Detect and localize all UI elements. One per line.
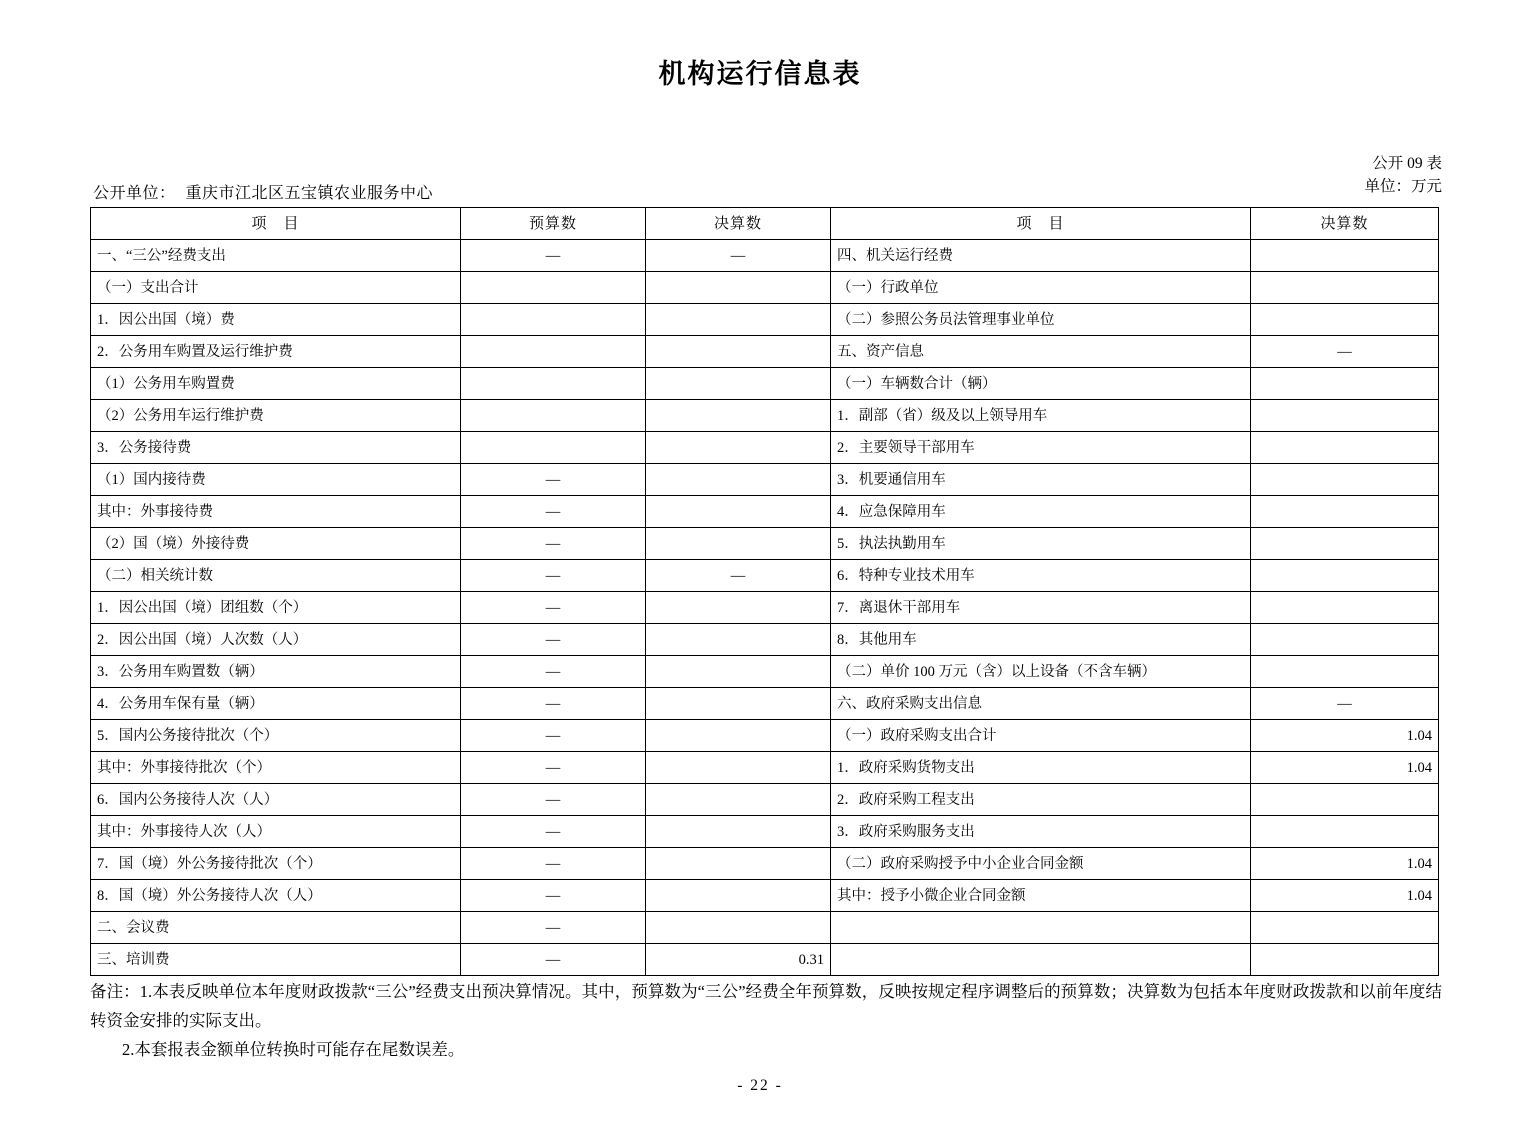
table-header-row	[91, 208, 1439, 240]
table-row	[91, 432, 1439, 464]
table-row	[91, 624, 1439, 656]
cell-final	[646, 496, 831, 528]
footnote-2: 2.本套报表金额单位转换时可能存在尾数误差。	[122, 1040, 465, 1059]
cell-budget: —	[461, 240, 646, 272]
cell-budget	[461, 432, 646, 464]
header-final: 决算数	[646, 208, 831, 240]
cell-budget	[461, 272, 646, 304]
cell-final	[646, 432, 831, 464]
cell-final	[646, 656, 831, 688]
cell-final-right	[1251, 560, 1439, 592]
cell-final	[646, 464, 831, 496]
header-right-final: 决算数	[1251, 208, 1439, 240]
table-row	[91, 240, 1439, 272]
cell-final-right	[1251, 368, 1439, 400]
cell-final	[646, 816, 831, 848]
cell-budget: —	[461, 720, 646, 752]
cell-final	[646, 304, 831, 336]
cell-final-right	[1251, 432, 1439, 464]
header-right-item: 项 目	[831, 208, 1251, 240]
form-code: 公开 09 表	[1372, 155, 1442, 172]
cell-budget: —	[461, 752, 646, 784]
cell-final-right: 1.04	[1251, 720, 1439, 752]
document-page	[0, 52, 1520, 1126]
row-label-left: 其中：外事接待人次（人）	[91, 816, 461, 848]
table-row	[91, 368, 1439, 400]
publisher-name: 重庆市江北区五宝镇农业服务中心	[185, 185, 434, 202]
cell-final-right	[1251, 592, 1439, 624]
row-label-left: 1．因公出国（境）团组数（个）	[91, 592, 461, 624]
cell-final: 0.31	[646, 944, 831, 976]
row-label-left: 4．公务用车保有量（辆）	[91, 688, 461, 720]
cell-final-right	[1251, 464, 1439, 496]
publisher-line	[93, 180, 433, 203]
row-label-right: 四、机关运行经费	[831, 240, 1251, 272]
cell-final	[646, 400, 831, 432]
cell-budget: —	[461, 496, 646, 528]
cell-final	[646, 752, 831, 784]
row-label-right: （二）政府采购授予中小企业合同金额	[831, 848, 1251, 880]
row-label-left: 一、“三公”经费支出	[91, 240, 461, 272]
cell-final-right	[1251, 816, 1439, 848]
cell-final-right	[1251, 624, 1439, 656]
row-label-left: 1．因公出国（境）费	[91, 304, 461, 336]
cell-budget: —	[461, 656, 646, 688]
table-row	[91, 912, 1439, 944]
cell-final-right: —	[1251, 336, 1439, 368]
row-label-right	[831, 944, 1251, 976]
row-label-left: 7．国（境）外公务接待批次（个）	[91, 848, 461, 880]
row-label-left: 三、培训费	[91, 944, 461, 976]
page-number: - 22 -	[737, 1077, 783, 1094]
cell-budget	[461, 368, 646, 400]
cell-budget: —	[461, 784, 646, 816]
row-label-left: 6．国内公务接待人次（人）	[91, 784, 461, 816]
table-row	[91, 400, 1439, 432]
row-label-right: 1．政府采购货物支出	[831, 752, 1251, 784]
cell-final	[646, 368, 831, 400]
row-label-right: 6．特种专业技术用车	[831, 560, 1251, 592]
row-label-right: 3．机要通信用车	[831, 464, 1251, 496]
table-row	[91, 688, 1439, 720]
row-label-right: 7．离退休干部用车	[831, 592, 1251, 624]
cell-budget	[461, 336, 646, 368]
row-label-left: （二）相关统计数	[91, 560, 461, 592]
row-label-right: 2．政府采购工程支出	[831, 784, 1251, 816]
table-row	[91, 944, 1439, 976]
publisher-label: 公开单位：	[93, 185, 176, 202]
row-label-right: 1．副部（省）级及以上领导用车	[831, 400, 1251, 432]
cell-budget: —	[461, 848, 646, 880]
cell-final	[646, 592, 831, 624]
cell-final-right	[1251, 496, 1439, 528]
row-label-right: 其中：授予小微企业合同金额	[831, 880, 1251, 912]
table-row	[91, 272, 1439, 304]
cell-budget: —	[461, 528, 646, 560]
cell-budget: —	[461, 560, 646, 592]
footnote-1: 备注：1.本表反映单位本年度财政拨款“三公”经费支出预决算情况。其中，预算数为“三公”经费全年预算数，反映按规定程序调整后的预算数；决算数为包括本年度财政拨款和以前年度结转资金安排的实际支出。	[90, 982, 1442, 1030]
cell-final-right: —	[1251, 688, 1439, 720]
header-budget: 预算数	[461, 208, 646, 240]
row-label-left: 3．公务接待费	[91, 432, 461, 464]
row-label-right: 2．主要领导干部用车	[831, 432, 1251, 464]
row-label-left: （2）国（境）外接待费	[91, 528, 461, 560]
row-label-right: 5．执法执勤用车	[831, 528, 1251, 560]
cell-final: —	[646, 560, 831, 592]
row-label-right: 4．应急保障用车	[831, 496, 1251, 528]
table-row	[91, 784, 1439, 816]
table-row	[91, 496, 1439, 528]
cell-final-right	[1251, 656, 1439, 688]
table-row	[91, 656, 1439, 688]
cell-budget: —	[461, 592, 646, 624]
cell-budget: —	[461, 880, 646, 912]
row-label-left: （一）支出合计	[91, 272, 461, 304]
header-left-item: 项 目	[91, 208, 461, 240]
cell-final	[646, 848, 831, 880]
cell-budget: —	[461, 464, 646, 496]
cell-budget: —	[461, 624, 646, 656]
cell-budget: —	[461, 944, 646, 976]
row-label-left: （1）公务用车购置费	[91, 368, 461, 400]
cell-final-right	[1251, 272, 1439, 304]
row-label-left: 8．国（境）外公务接待人次（人）	[91, 880, 461, 912]
table-row	[91, 752, 1439, 784]
cell-final	[646, 336, 831, 368]
cell-final	[646, 272, 831, 304]
cell-final-right	[1251, 528, 1439, 560]
cell-budget: —	[461, 816, 646, 848]
table-row	[91, 816, 1439, 848]
row-label-left: 2．公务用车购置及运行维护费	[91, 336, 461, 368]
cell-final	[646, 880, 831, 912]
row-label-left: 2．因公出国（境）人次数（人）	[91, 624, 461, 656]
row-label-left: 5．国内公务接待批次（个）	[91, 720, 461, 752]
cell-final-right	[1251, 304, 1439, 336]
row-label-right: （一）行政单位	[831, 272, 1251, 304]
cell-budget: —	[461, 688, 646, 720]
cell-budget	[461, 304, 646, 336]
cell-budget	[461, 400, 646, 432]
row-label-right: 8．其他用车	[831, 624, 1251, 656]
footnotes	[90, 977, 1442, 1064]
cell-final-right	[1251, 784, 1439, 816]
cell-budget: —	[461, 912, 646, 944]
table-row	[91, 464, 1439, 496]
table-row	[91, 720, 1439, 752]
cell-final: —	[646, 240, 831, 272]
cell-final-right	[1251, 400, 1439, 432]
row-label-right: 3．政府采购服务支出	[831, 816, 1251, 848]
cell-final-right: 1.04	[1251, 752, 1439, 784]
amount-unit: 单位：万元	[1364, 178, 1442, 195]
table-row	[91, 880, 1439, 912]
row-label-right: 五、资产信息	[831, 336, 1251, 368]
table-row	[91, 848, 1439, 880]
cell-final-right	[1251, 944, 1439, 976]
row-label-right: （一）政府采购支出合计	[831, 720, 1251, 752]
row-label-left: 其中：外事接待批次（个）	[91, 752, 461, 784]
cell-final	[646, 720, 831, 752]
row-label-right	[831, 912, 1251, 944]
cell-final	[646, 624, 831, 656]
cell-final	[646, 784, 831, 816]
institution-operation-table	[90, 207, 1439, 976]
cell-final	[646, 688, 831, 720]
form-meta	[1364, 152, 1442, 198]
row-label-left: 3．公务用车购置数（辆）	[91, 656, 461, 688]
row-label-right: （一）车辆数合计（辆）	[831, 368, 1251, 400]
cell-final	[646, 912, 831, 944]
row-label-left: 其中：外事接待费	[91, 496, 461, 528]
table-row	[91, 336, 1439, 368]
cell-final-right	[1251, 912, 1439, 944]
row-label-right: （二）参照公务员法管理事业单位	[831, 304, 1251, 336]
page-title: 机构运行信息表	[658, 59, 862, 89]
table-row	[91, 528, 1439, 560]
row-label-right: （二）单价 100 万元（含）以上设备（不含车辆）	[831, 656, 1251, 688]
cell-final-right: 1.04	[1251, 880, 1439, 912]
table-row	[91, 304, 1439, 336]
cell-final-right	[1251, 240, 1439, 272]
cell-final-right: 1.04	[1251, 848, 1439, 880]
row-label-left: （2）公务用车运行维护费	[91, 400, 461, 432]
cell-final	[646, 528, 831, 560]
table-row	[91, 592, 1439, 624]
row-label-right: 六、政府采购支出信息	[831, 688, 1251, 720]
table-row	[91, 560, 1439, 592]
row-label-left: （1）国内接待费	[91, 464, 461, 496]
row-label-left: 二、会议费	[91, 912, 461, 944]
